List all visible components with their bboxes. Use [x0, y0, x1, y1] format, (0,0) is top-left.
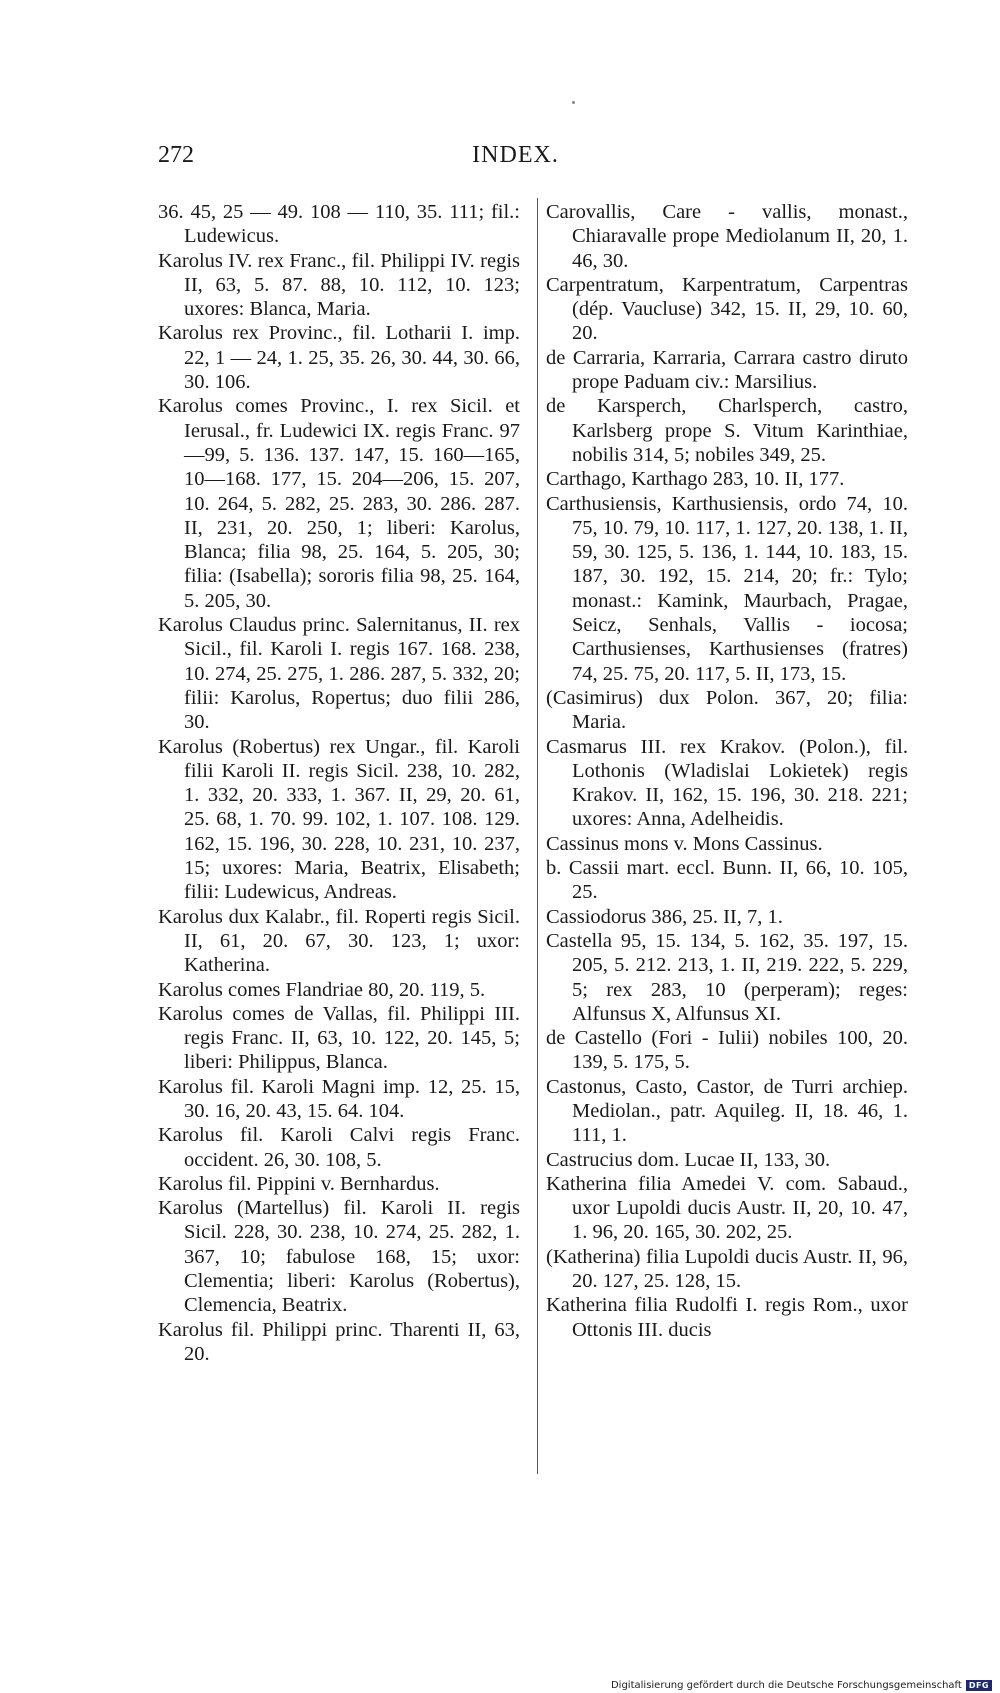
index-entry: Casmarus III. rex Krakov. (Polon.), fil. Lothonis (Wladislai Lokietek) regis Krakov. II, 162, 15. 196, 30. 218. 221; uxores: Anna, Adelheidis. — [546, 735, 908, 831]
index-entry: Karolus (Martellus) fil. Karoli II. regis Sicil. 228, 30. 238, 10. 274, 25. 282, 1. 367, 10; fabulose 168, 15; uxor: Clementia; liberi: Karolus (Robertus), Clemencia, Beatrix. — [158, 1197, 520, 1317]
index-entry: Karolus rex Provinc., fil. Lotharii I. imp. 22, 1 — 24, 1. 25, 35. 26, 30. 44, 30. 66, 30. 106. — [158, 322, 520, 394]
dfg-logo: DFG — [966, 1680, 992, 1691]
footer-credit: Digitalisierung gefördert durch die Deutsche Forschungsgemeinschaft — [610, 1680, 962, 1691]
index-entry: (Casimirus) dux Polon. 367, 20; filia: Maria. — [546, 686, 908, 734]
index-entry: Karolus dux Kalabr., fil. Roperti regis Sicil. II, 61, 20. 67, 30. 123, 1; uxor: Katherina. — [158, 905, 520, 977]
index-entry: de Carraria, Karraria, Carrara castro diruto prope Paduam civ.: Marsilius. — [546, 346, 908, 394]
page-number: 272 — [158, 142, 194, 168]
index-entry: Karolus fil. Karoli Calvi regis Franc. occident. 26, 30. 108, 5. — [158, 1124, 520, 1171]
index-entry: Karolus comes Provinc., I. rex Sicil. et Ierusal., fr. Ludewici IX. regis Franc. 97—99, 5. 136. 137. 147, 15. 160—165, 10—168. 177, 15. 204—206, 15. 207, 10. 264, 5. 282, 25. 283, 30. 286. 287. II, 231, 20. 250, 1; liberi: Karolus, Blanca; filia 98, 25. 164, 5. 205, 30; filia: (Isabella); sororis filia 98, 25. 164, 5. 205, 30. — [158, 395, 520, 612]
scan-speck — [572, 101, 575, 104]
index-entry: Karolus IV. rex Franc., fil. Philippi IV. regis II, 63, 5. 87. 88, 10. 112, 10. 123; uxores: Blanca, Maria. — [158, 249, 520, 321]
digitization-footer — [611, 1680, 992, 1691]
index-entry: Karolus comes Flandriae 80, 20. 119, 5. — [158, 978, 486, 1001]
index-entry: (Katherina) filia Lupoldi ducis Austr. II, 96, 20. 127, 25. 128, 15. — [546, 1245, 908, 1293]
running-title: INDEX. — [472, 142, 559, 168]
index-entry: Katherina filia Amedei V. com. Sabaud., uxor Lupoldi ducis Austr. II, 20, 10. 47, 1. 96, 20. 165, 30. 202, 25. — [546, 1172, 908, 1244]
index-entry: Carpentratum, Karpentratum, Carpentras (dép. Vaucluse) 342, 15. II, 29, 10. 60, 20. — [546, 273, 908, 345]
index-entry: Castrucius dom. Lucae II, 133, 30. — [546, 1148, 831, 1171]
index-entry: Karolus Claudus princ. Salernitanus, II. rex Sicil., fil. Karoli I. regis 167. 168. 238, 10. 274, 25. 275, 1. 286. 287, 5. 332, 20; filii: Karolus, Ropertus; duo filii 286, 30. — [158, 614, 520, 734]
index-entry: Carthago, Karthago 283, 10. II, 177. — [546, 468, 845, 491]
index-entry: Karolus (Robertus) rex Ungar., fil. Karoli filii Karoli II. regis Sicil. 238, 10. 282, 1. 332, 20. 333, 1. 367. II, 29, 20. 61, 25. 68, 1. 70. 99. 102, 1. 107. 108. 129. 162, 15. 196, 30. 228, 10. 231, 10. 237, 15; uxores: Maria, Beatrix, Elisabeth; filii: Ludewicus, Andreas. — [158, 735, 520, 904]
index-entry: de Castello (Fori - Iulii) nobiles 100, 20. 139, 5. 175, 5. — [546, 1027, 908, 1074]
index-entry: Carthusiensis, Karthusiensis, ordo 74, 10. 75, 10. 79, 10. 117, 1. 127, 20. 138, 1. II, 59, 30. 125, 5. 136, 1. 144, 10. 183, 15. 187, 30. 192, 15. 214, 20; fr.: Tylo; monast.: Kamink, Maurbach, Pragae, Seicz, Senhals, Vallis - iocosa; Carthusienses, Karthusienses (fratres) 74, 25. 75, 20. 117, 5. II, 173, 15. — [546, 492, 908, 685]
index-entry: Castella 95, 15. 134, 5. 162, 35. 197, 15. 205, 5. 212. 213, 1. II, 219. 222, 5. 229, 5; rex 283, 10 (perperam); reges: Alfunsus X, Alfunsus XI. — [546, 929, 908, 1025]
right-column — [546, 200, 908, 1342]
index-entry: Castonus, Casto, Castor, de Turri archiep. Mediolan., patr. Aquileg. II, 18. 46, 1. 111, 1. — [546, 1075, 908, 1147]
index-entry: 36. 45, 25 — 49. 108 — 110, 35. 111; fil.: Ludewicus. — [158, 201, 520, 248]
index-entry: b. Cassii mart. eccl. Bunn. II, 66, 10. 105, 25. — [546, 857, 908, 904]
index-entry: de Karsperch, Charlsperch, castro, Karlsberg prope S. Vitum Karinthiae, nobilis 314, 5; nobiles 349, 25. — [546, 395, 908, 466]
column-divider — [537, 198, 538, 1474]
index-entry: Katherina filia Rudolfi I. regis Rom., uxor Ottonis III. ducis — [546, 1294, 908, 1341]
left-column — [158, 200, 520, 1366]
index-entry: Karolus fil. Philippi princ. Tharenti II, 63, 20. — [158, 1318, 520, 1365]
page-header — [148, 142, 883, 174]
index-entry: Karolus comes de Vallas, fil. Philippi III. regis Franc. II, 63, 10. 122, 20. 145, 5; liberi: Philippus, Blanca. — [158, 1002, 520, 1074]
index-entry: Karolus fil. Karoli Magni imp. 12, 25. 15, 30. 16, 20. 43, 15. 64. 104. — [158, 1075, 520, 1122]
index-entry: Cassinus mons v. Mons Cassinus. — [546, 832, 823, 855]
index-entry: Karolus fil. Pippini v. Bernhardus. — [158, 1172, 440, 1195]
index-entry: Carovallis, Care - vallis, monast., Chiaravalle prope Mediolanum II, 20, 1. 46, 30. — [546, 201, 908, 272]
index-entry: Cassiodorus 386, 25. II, 7, 1. — [546, 905, 783, 928]
